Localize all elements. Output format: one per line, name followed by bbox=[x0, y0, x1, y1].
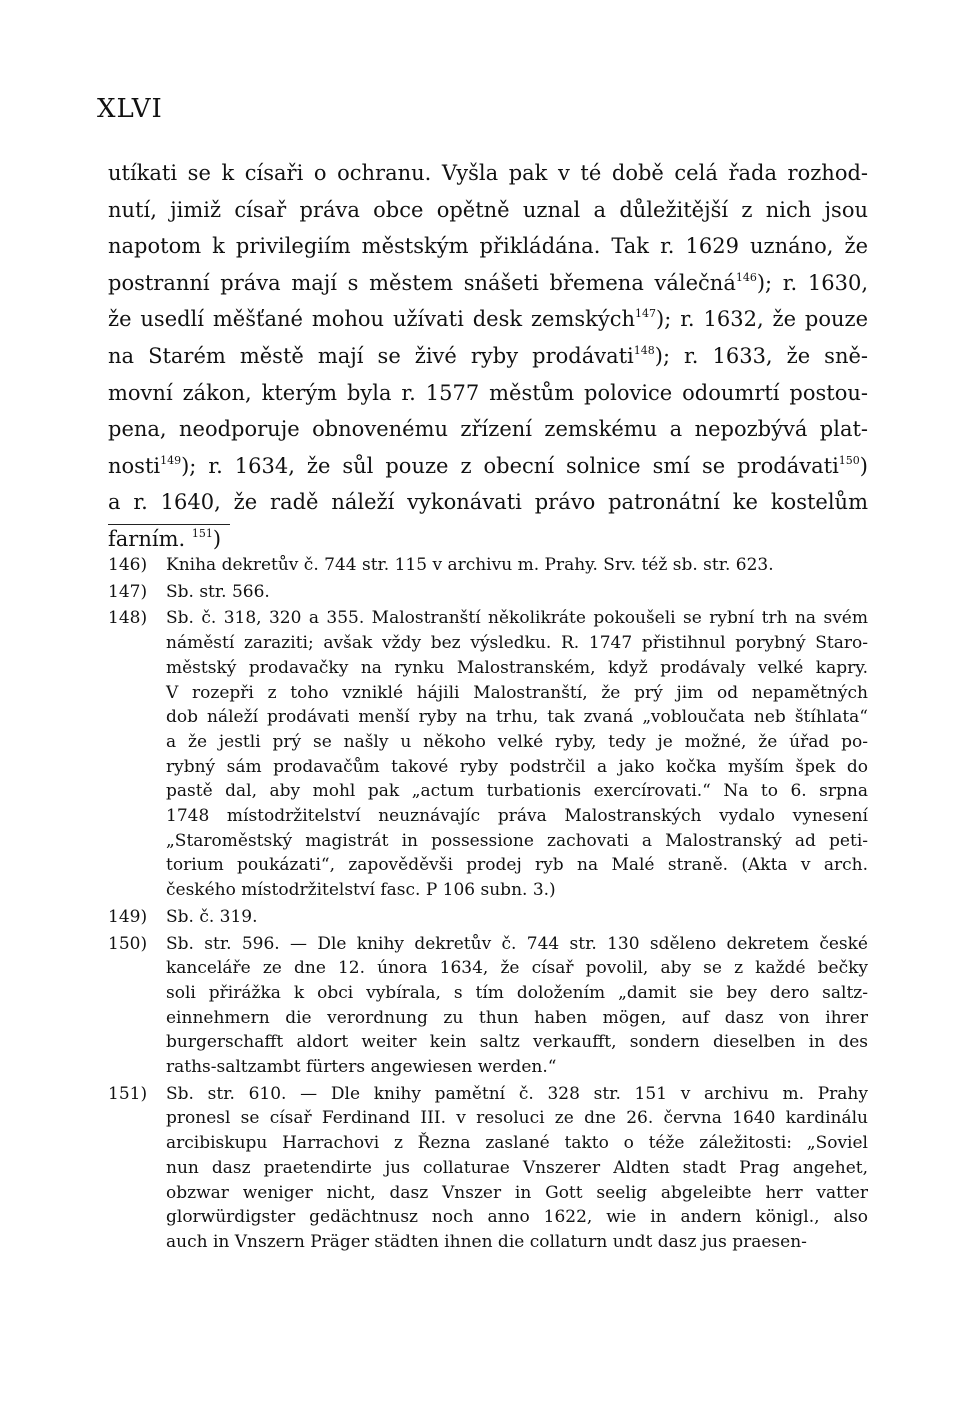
footnote-text: Sb. str. 566. bbox=[166, 581, 270, 602]
footnote-number: 150) bbox=[108, 933, 148, 954]
footnote-text: kanceláře ze dne 12. února 1634, že císař povolil, aby se z každé bečky bbox=[166, 958, 868, 979]
footnote-line bbox=[108, 656, 868, 681]
footnote-number: 146) bbox=[108, 555, 148, 575]
footnote-text: rybný sám prodavačům takové ryby podstrčil a jako kočka myším špek do bbox=[166, 756, 868, 777]
text-line bbox=[108, 265, 868, 302]
footnote-text: pastě dal, aby mohl pak „actum turbationis exercírovati.“ Na to 6. srpna bbox=[166, 781, 868, 802]
footnote-line bbox=[108, 981, 868, 1006]
text-fragment: postranní práva mají s městem snášeti břemena válečná bbox=[108, 270, 736, 295]
footnote-line bbox=[108, 730, 868, 755]
footnote-ref: 151 bbox=[191, 526, 213, 540]
footnote-ref: 148 bbox=[633, 343, 655, 357]
footnote-text: Sb. str. 610. — Dle knihy pamětní č. 328 str. 151 v archivu m. Prahy bbox=[166, 1083, 868, 1104]
footnote-line bbox=[108, 905, 868, 930]
text-line: nutí, jimiž císař práva obce opětně uznal a důležitější z nich jsou bbox=[108, 197, 868, 222]
footnote bbox=[108, 580, 868, 605]
footnote-text: obzwar weniger nicht, dasz Vnszer in Gott seelig abgeleibte herr vatter bbox=[166, 1182, 868, 1203]
footnote-text: Sb. č. 318, 320 a 355. Malostranští několikráte pokoušeli se rybní trh na svém bbox=[166, 608, 868, 629]
footnote-line bbox=[108, 681, 868, 706]
footnote-ref: 147 bbox=[635, 307, 657, 321]
text-line: movní zákon, kterým byla r. 1577 městům polovice odoumrtí postou- bbox=[108, 380, 868, 405]
text-fragment: ); r. 1634, že sůl pouze z obecní solnice smí se prodávati bbox=[181, 453, 839, 478]
footnote-line bbox=[108, 755, 868, 780]
footnote-line bbox=[108, 580, 868, 605]
footnote-text: náměstí zaraziti; avšak vždy bez výsledku. R. 1747 přistihnul porybný Staro- bbox=[166, 633, 868, 654]
text-line: utíkati se k císaři o ochranu. Vyšla pak v té době celá řada rozhod- bbox=[108, 161, 868, 185]
footnote-line bbox=[108, 956, 868, 981]
text-line: napotom k privilegiím městským přikládána. Tak r. 1629 uznáno, že bbox=[108, 234, 868, 259]
footnotes bbox=[108, 553, 868, 1257]
footnote-line bbox=[108, 853, 868, 878]
text-fragment: že usedlí měšťané mohou užívati desk zemských bbox=[108, 307, 636, 332]
footnote-line bbox=[108, 553, 868, 578]
footnote-text: českého místodržitelství fasc. P 106 subn. 3.) bbox=[166, 880, 556, 901]
footnote-number: 151) bbox=[108, 1083, 148, 1104]
text-fragment: ); r. 1633, že sně- bbox=[654, 343, 868, 368]
text-fragment: ) bbox=[212, 526, 222, 551]
footnote-line bbox=[108, 1156, 868, 1181]
text-fragment: na Starém městě mají se živé ryby prodávati bbox=[108, 343, 634, 368]
footnote-line bbox=[108, 1006, 868, 1031]
footnote-text: Kniha dekretův č. 744 str. 115 v archivu m. Prahy. Srv. též sb. str. 623. bbox=[166, 555, 774, 575]
footnote-text: V rozepři z toho vzniklé hájili Malostranští, že prý jim od nepamětných bbox=[166, 682, 868, 703]
footnote-text: soli přirážka k obci vybírala, s tím doložením „damit sie bey dero saltz- bbox=[166, 982, 868, 1003]
footnote-line bbox=[108, 1230, 868, 1255]
footnote-text: dob náleží prodávati menší ryby na trhu, tak zvaná „vobloučata neb štíhlata“ bbox=[166, 707, 868, 728]
footnote-text: glorwürdigster gedächtnusz noch anno 1622, wie in andern königl., also bbox=[166, 1207, 868, 1228]
footnote-text: Sb. str. 596. — Dle knihy dekretův č. 744 str. 130 sděleno dekretem české bbox=[166, 933, 868, 954]
footnote bbox=[108, 606, 868, 902]
footnote-line bbox=[108, 779, 868, 804]
footnote-text: torium poukázati“, zapověděvši prodej ryb na Malé straně. (Akta v arch. bbox=[166, 855, 868, 876]
footnote-line bbox=[108, 1131, 868, 1156]
footnote-ref: 146 bbox=[735, 270, 757, 284]
footnote-text: raths-saltzambt fürters angewiesen werden.“ bbox=[166, 1057, 557, 1078]
footnote-divider bbox=[108, 524, 230, 525]
footnote bbox=[108, 905, 868, 930]
footnote-text: auch in Vnszern Präger städten ihnen die collaturn undt dasz jus praesen- bbox=[166, 1231, 807, 1252]
footnote-line bbox=[108, 1205, 868, 1230]
footnote-line bbox=[108, 705, 868, 730]
text-line bbox=[108, 338, 868, 375]
footnote-number: 149) bbox=[108, 906, 148, 927]
footnote bbox=[108, 553, 868, 578]
text-fragment: nosti bbox=[108, 453, 161, 478]
footnote-number: 148) bbox=[108, 608, 148, 629]
text-fragment: ) bbox=[859, 453, 868, 478]
text-line bbox=[108, 448, 868, 485]
footnote-line bbox=[108, 1106, 868, 1131]
footnote-number: 147) bbox=[108, 581, 148, 602]
footnote-ref: 150 bbox=[838, 453, 860, 467]
footnote-line bbox=[108, 1030, 868, 1055]
footnote bbox=[108, 932, 868, 1080]
footnote bbox=[108, 1082, 868, 1255]
footnote-text: „Staroměstský magistrát in possessione zachovati a Malostranský ad peti- bbox=[166, 830, 868, 851]
text-line: a r. 1640, že radě náleží vykonávati právo patronátní ke kostelům bbox=[108, 490, 868, 515]
footnote-line bbox=[108, 631, 868, 656]
footnote-text: a že jestli prý se našly u někoho velké ryby, tedy je možné, že úřad po- bbox=[166, 731, 868, 752]
footnote-line bbox=[108, 932, 868, 957]
footnote-line bbox=[108, 829, 868, 854]
footnote-ref: 149 bbox=[160, 453, 182, 467]
footnote-text: einnehmern die verordnung zu thun haben mögen, auf dasz von ihrer bbox=[166, 1007, 868, 1028]
footnote-line bbox=[108, 606, 868, 631]
text-fragment: ); r. 1630, bbox=[756, 270, 868, 295]
main-text bbox=[108, 155, 868, 558]
footnote-text: burgerschafft aldort weiter kein saltz verkaufft, sondern dieselben in des bbox=[166, 1032, 868, 1053]
footnote-text: nun dasz praetendirte jus collaturae Vnszerer Aldten stadt Prag angehet, bbox=[166, 1157, 868, 1178]
footnote-text: 1748 místodržitelství neuznávajíc práva Malostranských vydalo vynesení bbox=[166, 806, 868, 827]
footnote-line bbox=[108, 1181, 868, 1206]
text-line: pena, neodporuje obnovenému zřízení zemskému a nepozbývá plat- bbox=[108, 417, 868, 442]
text-fragment: farním. bbox=[108, 526, 186, 551]
footnote-line bbox=[108, 1082, 868, 1107]
footnote-line bbox=[108, 1055, 868, 1080]
text-line bbox=[108, 301, 868, 338]
footnote-text: pronesl se císař Ferdinand III. v resoluci ze dne 26. června 1640 kardinálu bbox=[166, 1108, 868, 1129]
footnote-line bbox=[108, 878, 868, 903]
footnote-text: Sb. č. 319. bbox=[166, 906, 258, 927]
page-number: XLVI bbox=[97, 94, 163, 124]
text-fragment: ); r. 1632, že pouze bbox=[656, 307, 869, 332]
footnote-line bbox=[108, 804, 868, 829]
footnote-text: městský prodavačky na rynku Malostranském, když prodávaly velké kapry. bbox=[166, 657, 868, 678]
footnote-text: arcibiskupu Harrachovi z Řezna zaslané takto o téže záležitosti: „Soviel bbox=[166, 1133, 868, 1154]
